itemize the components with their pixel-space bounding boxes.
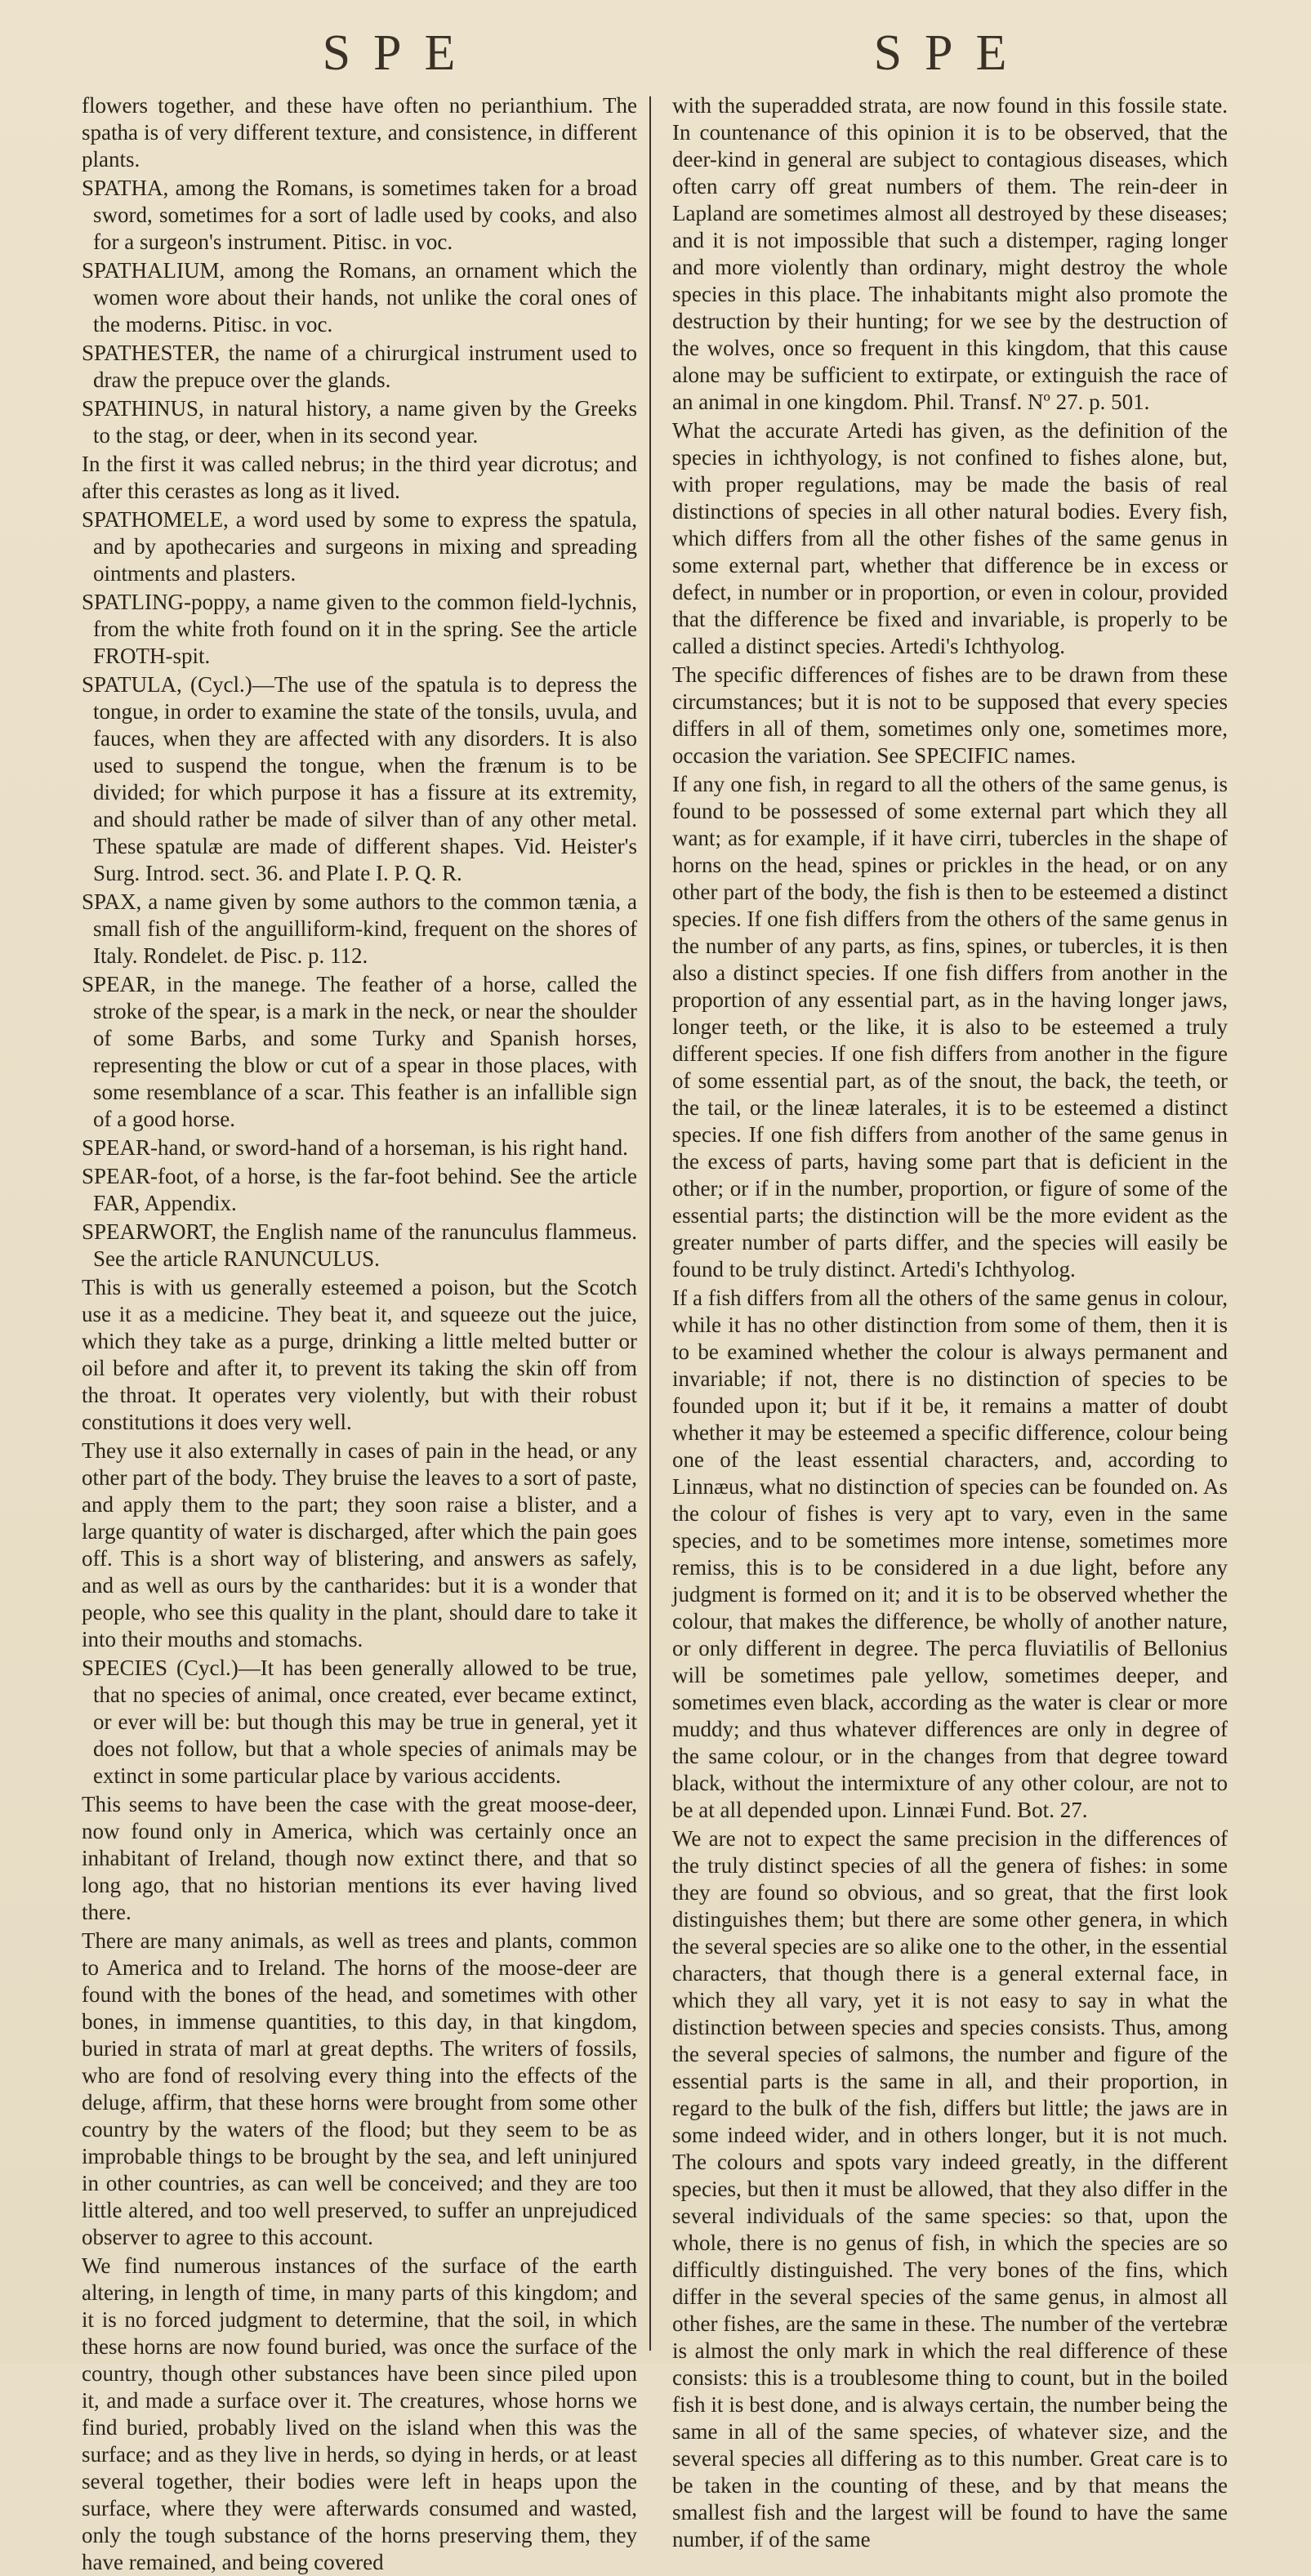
entry-paragraph: flowers together, and these have often no perianthium. The spatha is of very different texture, and consistence, in different plants. [82, 93, 637, 172]
entry-paragraph: SPATHOMELE, a word used by some to express the spatula, and by apothecaries and surgeons in mixing and spreading ointments and plasters. [82, 507, 637, 586]
entry-paragraph: They use it also externally in cases of pain in the head, or any other part of the body. They bruise the leaves to a sort of paste, and apply them to the part; they soon raise a blister, and a large quantity of water is discharged, after which the pain goes off. This is a short way of blistering, and answers as safely, and as well as ours by the cantharides: but it is a wonder that people, who see this quality in the plant, should dare to take it into their mouths and stomachs. [82, 1438, 637, 1651]
entry-paragraph: SPEAR-foot, of a horse, is the far-foot behind. See the article FAR, Appendix. [82, 1164, 637, 1215]
entry-paragraph: This seems to have been the case with the great moose-deer, now found only in America, which was certainly once an inhabitant of Ireland, though now extinct there, and that so long ago, that no historian mentions its ever having lived there. [82, 1792, 637, 1924]
left-running-head: SPE [322, 25, 479, 81]
entry-paragraph: SPECIES (Cycl.)—It has been generally allowed to be true, that no species of animal, once created, ever became extinct, or ever will be: but though this may be true in general, yet it does not follow, but that a whole species of animals may be extinct in some particular place by various accidents. [82, 1656, 637, 1788]
entry-paragraph: SPEAR, in the manege. The feather of a horse, called the stroke of the spear, is a mark in the neck, or near the shoulder of some Barbs, and some Turky and Spanish horses, representing the blow or cut of a spear in those places, with some resemblance of a scar. This feather is an infallible sign of a good horse. [82, 972, 637, 1131]
entry-paragraph: with the superadded strata, are now found in this fossile state. In countenance of this opinion it is to be observed, that the deer-kind in general are subject to contagious diseases, which often carry off great numbers of them. The rein-deer in Lapland are sometimes almost all destroyed by these diseases; and it is not impossible that such a distemper, raging longer and more violently than ordinary, might destroy the whole species in this place. The inhabitants might also promote the destruction by their hunting; for we see by the destruction of the wolves, once so frequent in this kingdom, that this cause alone may be sufficient to extirpate, or extinguish the race of an animal in one kingdom. Phil. Transf. Nº 27. p. 501. [672, 93, 1228, 414]
right-column [672, 92, 1228, 2551]
entry-paragraph: This is with us generally esteemed a poison, but the Scotch use it as a medicine. They beat it, and squeeze out the juice, which they take as a purge, drinking a little melted butter or oil before and after it, to prevent its taking the skin off from the throat. It operates very violently, but with their robust constitutions it does very well. [82, 1275, 637, 1434]
entry-paragraph: SPATHINUS, in natural history, a name given by the Greeks to the stag, or deer, when in its second year. [82, 396, 637, 448]
right-running-head: SPE [873, 25, 1030, 81]
entry-paragraph: If any one fish, in regard to all the others of the same genus, is found to be possessed of some external part which they all want; as for example, if it have cirri, tubercles in the shape of horns on the head, spines or prickles in the head, or on any other part of the body, the fish is then to be esteemed a distinct species. If one fish differs from the others of the same genus in the number of any parts, as fins, spines, or tubercles, it is then also a distinct species. If one fish differs from another in the proportion of any essential part, as in the having longer jaws, longer teeth, or the like, it is also to be esteemed a truly different species. If one fish differs from another in the figure of some essential part, as of the snout, the back, the teeth, or the tail, or the lineæ laterales, it is to be esteemed a distinct species. If one fish differs from another of the same genus in the excess of parts, having some part that is deficient in the other; or if in the number, proportion, or figure of some of the essential parts; the distinction will be the more evident as the greater number of parts differ, and the species will easily be found to be truly distinct. Artedi's Ichthyolog. [672, 772, 1228, 1281]
entry-paragraph: SPATHA, among the Romans, is sometimes taken for a broad sword, sometimes for a sort of ladle used by cooks, and also for a surgeon's instrument. Pitisc. in voc. [82, 176, 637, 254]
entry-paragraph: SPAX, a name given by some authors to the common tænia, a small fish of the anguilliform-kind, frequent on the shores of Italy. Rondelet. de Pisc. p. 112. [82, 889, 637, 968]
entry-paragraph: SPATULA, (Cycl.)—The use of the spatula is to depress the tongue, in order to examine the state of the tonsils, uvula, and fauces, when they are affected with any disorders. It is also used to suspend the tongue, when the frænum is to be divided; for which purpose it has a fissure at its extremity, and should rather be made of silver than of any other metal. These spatulæ are made of different shapes. Vid. Heister's Surg. Introd. sect. 36. and Plate I. P. Q. R. [82, 672, 637, 885]
entry-paragraph: The specific differences of fishes are to be drawn from these circumstances; but it is not to be supposed that every species differs in all of them, sometimes only one, sometimes more, occasion the variation. See SPECIFIC names. [672, 662, 1228, 768]
entry-paragraph: SPEARWORT, the English name of the ranunculus flammeus. See the article RANUNCULUS. [82, 1219, 637, 1271]
entry-paragraph: SPATHESTER, the name of a chirurgical instrument used to draw the prepuce over the glands. [82, 341, 637, 392]
left-column [82, 92, 637, 2574]
entry-paragraph: We are not to expect the same precision in the differences of the truly distinct species of all the genera of fishes: in some they are found so obvious, and so great, that the first look distinguishes them; but there are some other genera, in which the several species are so alike one to the other, in the essential characters, that though there is a general external face, in which they all vary, yet it is not easy to say in what the distinction between species and species consists. Thus, among the several species of salmons, the number and figure of the essential parts is the same in all, and their proportion, in regard to the bulk of the fish, differs but little; the jaws are in some indeed wider, and in others longer, but it is not much. The colours and spots vary indeed greatly, in the different species, but then it must be allowed, that they also differ in the several individuals of the same species: so that, upon the whole, there is no genus of fish, in which the species are so difficultly distinguished. The very bones of the fins, which differ in the several species of the same genus, in almost all other fishes, are the same in these. The number of the vertebræ is almost the only mark in which the real difference of these consists: this is a troublesome thing to count, but in the boiled fish it is best done, and is always certain, the number being the same in all of the same species, of whatever size, and the several species all differing as to this number. Great care is to be taken in the counting of these, and by that means the smallest fish and the largest will be found to have the same number, if of the same [672, 1826, 1228, 2551]
entry-paragraph: SPATHALIUM, among the Romans, an ornament which the women wore about their hands, not unlike the coral ones of the moderns. Pitisc. in voc. [82, 258, 637, 336]
entry-paragraph: We find numerous instances of the surface of the earth altering, in length of time, in many parts of this kingdom; and it is no forced judgment to determine, that the soil, in which these horns are now found buried, was once the surface of the country, though other substances have been since piled upon it, and made a surface over it. The creatures, whose horns we find buried, probably lived on the island when this was the surface; and as they live in herds, so dying in herds, or at least several together, their bodies were left in heaps upon the surface, where they were afterwards consumed and wasted, only the tough substance of the horns preserving them, they have remained, and being covered [82, 2253, 637, 2574]
entry-paragraph: What the accurate Artedi has given, as the definition of the species in ichthyology, is not confined to fishes alone, but, with proper regulations, may be made the basis of real distinctions of species in all other natural bodies. Every fish, which differs from all the other fishes of the same genus in some external part, whether that difference be in excess or defect, in number or in proportion, or even in colour, provided that the difference be fixed and invariable, is properly to be called a distinct species. Artedi's Ichthyolog. [672, 418, 1228, 658]
entry-paragraph: SPEAR-hand, or sword-hand of a horseman, is his right hand. [82, 1135, 628, 1160]
entry-paragraph: In the first it was called nebrus; in the third year dicrotus; and after this cerastes as long as it lived. [82, 452, 637, 503]
entry-paragraph: If a fish differs from all the others of the same genus in colour, while it has no other distinction from some of them, then it is to be examined whether the colour is always permanent and invariable; if not, there is no distinction of species to be founded upon it; but if it be, it remains a matter of doubt whether it may be esteemed a specific difference, colour being one of the least essential characters, and, according to Linnæus, what no distinction of species can be founded on. As the colour of fishes is very apt to vary, even in the same species, and to be sometimes more intense, sometimes more remiss, this is to be considered in a due light, before any judgment is formed on it; and it is to be observed whether the colour, that makes the difference, be wholly of another nature, or only different in degree. The perca fluviatilis of Bellonius will be sometimes pale yellow, sometimes deeper, and sometimes even black, according as the water is clear or more muddy; and thus whatever differences are only in degree of the same colour, or in the changes from that degree toward black, without the intermixture of any other colour, are not to be at all depended upon. Linnæi Fund. Bot. 27. [672, 1286, 1228, 1822]
entry-paragraph: SPATLING-poppy, a name given to the common field-lychnis, from the white froth found on it in the spring. See the article FROTH-spit. [82, 590, 637, 668]
column-divider [649, 96, 651, 2351]
entry-paragraph: There are many animals, as well as trees and plants, common to America and to Ireland. The horns of the moose-deer are found with the bones of the head, and sometimes with other bones, in immense quantities, to this day, in that kingdom, buried in strata of marl at great depths. The writers of fossils, who are fond of resolving every thing into the effects of the deluge, affirm, that these horns were brought from some other country by the waters of the flood; but they seem to be as improbable things to be brought by the sea, and left uninjured in other countries, as can well be conceived; and they are too little altered, and too well preserved, to suffer an unprejudiced observer to agree to this account. [82, 1928, 637, 2249]
